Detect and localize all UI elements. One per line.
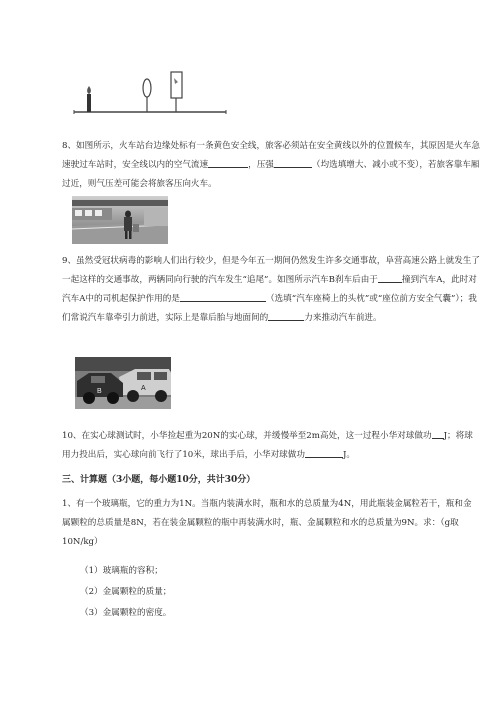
car-a-label: A [141, 385, 146, 392]
calc-question-1-part-1: （1）玻璃瓶的容积； [80, 566, 163, 576]
train-platform-photo [72, 196, 168, 244]
question-8 [62, 137, 480, 194]
answer-blank[interactable] [208, 157, 248, 168]
car-b-label: B [97, 388, 102, 395]
answer-blank[interactable] [305, 447, 343, 458]
question-10-text-c: J。 [342, 450, 356, 460]
question-10 [62, 427, 480, 465]
car-rear-end-photo [75, 357, 171, 409]
question-8-text-c: （均选填增大、减小或不变），若旅客靠车厢过近，则气压差可能会将旅客压向火车。 [62, 160, 480, 189]
question-9 [62, 252, 480, 328]
section-3-heading: 三、计算题（3小题，每小题10分，共计30分） [62, 475, 256, 485]
question-9-text-d: 力来推动汽车前进。 [304, 313, 382, 323]
question-9-text-b: 撞到汽车A，此时对汽车A中的司机起保护作用的是 [62, 275, 477, 304]
question-10-text-a: 10、在实心球测试时，小华捡起重为20N的实心球，并缓慢举至2m高处，这一过程小华对球做功 [62, 431, 432, 441]
question-10-text-b: J；将球用力投出后，实心球向前飞行了10米，球出手后，小华对球做功 [62, 431, 473, 460]
question-8-text-b: ，压强 [248, 160, 274, 170]
answer-blank[interactable] [268, 310, 304, 321]
calc-question-1-part-2: （2）金属颗粒的质量； [80, 587, 172, 597]
answer-blank[interactable] [274, 157, 312, 168]
optical-bench-figure [70, 66, 230, 118]
calc-question-1: 1、有一个玻璃瓶，它的重力为1N。当瓶内装满水时，瓶和水的总质量为4N，用此瓶装金属粒若干，瓶和金属颗粒的总质量是8N，若在装金属颗粒的瓶中再装满水时，瓶、金属颗粒和水的总质量为9N。求：（g取10N/kg） [62, 499, 472, 547]
answer-blank[interactable] [432, 428, 444, 439]
question-9-text-c: （选填“汽车座椅上的头枕”或“座位前方安全气囊”）；我们常说汽车靠牵引力前进，实际上是靠后胎与地面间的 [62, 294, 477, 323]
question-9-text-a: 9、虽然受冠状病毒的影响人们出行较少，但是今年五一期间仍然发生许多交通事故，阜营高速公路上就发生了一起这样的交通事故，两辆同向行驶的汽车发生“追尾”。如图所示汽车B刹车后由于 [62, 256, 480, 285]
answer-blank[interactable] [378, 272, 402, 283]
calc-question-1-part-3: （3）金属颗粒的密度。 [80, 608, 172, 618]
question-8-text-a: 8、如图所示，火车站台边缘处标有一条黄色安全线，旅客必须站在安全黄线以外的位置候车，其原因是火车急速驶过车站时，安全线以内的空气流速 [62, 141, 480, 170]
answer-blank[interactable] [180, 291, 266, 302]
